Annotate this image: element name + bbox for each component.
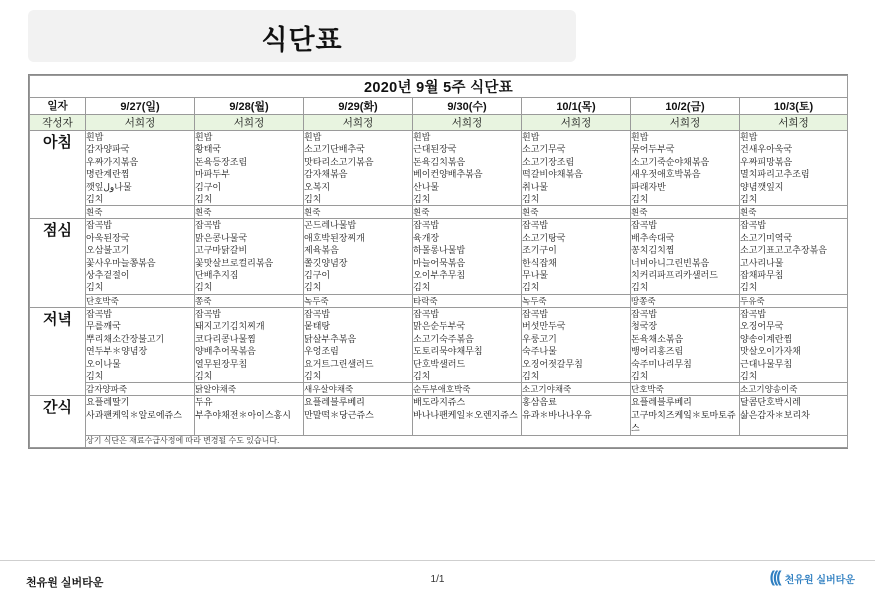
menu-sheet	[28, 74, 848, 449]
menu-line: 우짜가지볶음	[86, 156, 139, 167]
menu-line: 청국장	[631, 321, 658, 332]
menu-line: 돈육김치볶음	[413, 156, 466, 167]
menu-line: 한식잡채	[522, 257, 557, 268]
lunch-sub-1: 쫑죽	[195, 294, 304, 307]
dinner-day-3	[413, 307, 522, 382]
breakfast-sub-0: 흰죽	[86, 206, 195, 219]
menu-line: 멸치파리고추조림	[740, 169, 810, 180]
menu-line: 연두부＊양념장	[86, 346, 148, 357]
date-header-5: 10/2(금)	[631, 98, 740, 115]
menu-line: 고사리나물	[740, 257, 784, 268]
snack-day-4	[522, 396, 631, 436]
menu-table	[29, 75, 848, 448]
menu-line: 맑은순두부국	[413, 321, 466, 332]
lunch-day-5	[631, 219, 740, 294]
menu-line: 소고기장조림	[522, 156, 575, 167]
menu-line: 떡갈비야채볶음	[522, 169, 583, 180]
menu-line: 도토리묵야채무침	[413, 346, 483, 357]
snack-day-3	[413, 396, 522, 436]
meal-label-lunch: 점심	[30, 219, 86, 307]
menu-line: 꽃사우마늘쫑볶음	[86, 257, 156, 268]
breakfast-sub-2: 흰죽	[304, 206, 413, 219]
menu-line: 열무된장무침	[195, 358, 248, 369]
menu-line: 치커리파프리카샐러드	[631, 270, 718, 281]
menu-line: 코다리콩나물찜	[195, 333, 256, 344]
menu-line: 닭살부추볶음	[304, 333, 357, 344]
footer-page-number: 1/1	[430, 574, 445, 585]
menu-line: 흰밥	[86, 132, 104, 142]
menu-line: 김치	[304, 194, 322, 205]
breakfast-day-2	[304, 131, 413, 206]
lunch-day-4	[522, 219, 631, 294]
dinner-day-5	[631, 307, 740, 382]
menu-line: 버섯만두국	[522, 321, 566, 332]
menu-line: 감자채볶음	[304, 169, 348, 180]
menu-line: 만말떡＊당근쥬스	[304, 410, 374, 421]
menu-line: 맛타리소고기볶음	[304, 156, 374, 167]
menu-line: 맑은콩나물국	[195, 232, 248, 243]
menu-line: 애호박된장찌개	[304, 232, 365, 243]
menu-line: 잡곡밥	[522, 220, 549, 231]
menu-line: 김치	[631, 194, 649, 205]
meal-label-dinner: 저녁	[30, 307, 86, 395]
menu-line: 삶은감자＊보리차	[740, 410, 810, 421]
author-0: 서희정	[86, 115, 195, 131]
note-row	[30, 436, 848, 447]
note-text: 상기 식단은 재료수급사정에 따라 변경될 수도 있습니다.	[86, 436, 848, 447]
menu-line: 숙주미나리무침	[631, 358, 692, 369]
date-header-row	[30, 98, 848, 115]
author-5: 서희정	[631, 115, 740, 131]
date-header-2: 9/29(화)	[304, 98, 413, 115]
menu-line: 곤드레나물밥	[304, 220, 357, 231]
menu-line: 육개장	[413, 232, 440, 243]
dinner-sub-3: 순두부애호박죽	[413, 383, 522, 396]
menu-line: 잡곡밥	[740, 308, 767, 319]
lunch-sub-0: 단호박죽	[86, 294, 195, 307]
page-footer	[0, 560, 875, 610]
menu-line: 근대된장국	[413, 144, 457, 155]
dinner-day-1	[195, 307, 304, 382]
menu-line: 마파두부	[195, 169, 230, 180]
menu-line: 소고기단배추국	[304, 144, 365, 155]
menu-line: 마늘어묵볶음	[413, 257, 466, 268]
breakfast-sub-1: 흰죽	[195, 206, 304, 219]
menu-line: 김치	[86, 282, 104, 293]
date-header-4: 10/1(목)	[522, 98, 631, 115]
menu-line: 잡곡밥	[86, 308, 113, 319]
menu-line: 김치	[740, 194, 758, 205]
date-header-3: 9/30(수)	[413, 98, 522, 115]
menu-line: 꽁치김치찜	[631, 245, 675, 256]
menu-line: 잡곡밥	[522, 308, 549, 319]
menu-line: 우룽고기	[522, 333, 557, 344]
menu-line: 배도라지쥬스	[413, 397, 466, 408]
dinner-day-2	[304, 307, 413, 382]
row-label-header: 일자	[30, 98, 86, 115]
menu-line: 김치	[522, 194, 540, 205]
menu-line: 잡곡밥	[195, 220, 222, 231]
breakfast-sub-6: 흰죽	[740, 206, 848, 219]
menu-line: 아욱된장국	[86, 232, 130, 243]
menu-line: 잡곡밥	[86, 220, 113, 231]
lunch-sub-row	[30, 294, 848, 307]
menu-line: 단호박샐러드	[413, 358, 466, 369]
menu-line: 배추속대국	[631, 232, 675, 243]
menu-line: 달콤단호박시레	[740, 397, 801, 408]
menu-line: 흰밥	[195, 132, 213, 142]
menu-line: 요플레블루베리	[304, 397, 365, 408]
lunch-sub-4: 녹두죽	[522, 294, 631, 307]
menu-line: 명란계란찜	[86, 169, 130, 180]
menu-line: 소고기탕국	[522, 232, 566, 243]
brand-logo-icon: (((	[769, 569, 780, 586]
menu-line: 김치	[413, 194, 431, 205]
menu-line: 너비아니그린빈볶음	[631, 257, 710, 268]
lunch-sub-3: 타락죽	[413, 294, 522, 307]
breakfast-day-6	[740, 131, 848, 206]
dinner-day-4	[522, 307, 631, 382]
menu-line: 김치	[195, 370, 213, 381]
menu-line: 돈육채소볶음	[631, 333, 684, 344]
footer-logo	[770, 569, 855, 587]
table-title-row	[30, 76, 848, 98]
menu-line: 김치	[522, 370, 540, 381]
menu-line: 소고기미역국	[740, 232, 793, 243]
menu-line: 김치	[304, 282, 322, 293]
dinner-sub-2: 새우살야채죽	[304, 383, 413, 396]
breakfast-sub-5: 흰죽	[631, 206, 740, 219]
meal-label-breakfast: 아침	[30, 131, 86, 219]
author-1: 서희정	[195, 115, 304, 131]
menu-line: 깻잎ول나물	[86, 181, 132, 192]
menu-line: 오징어젓갈무침	[522, 358, 583, 369]
table-title: 2020년 9월 5주 식단표	[30, 76, 848, 98]
dinner-sub-row	[30, 383, 848, 396]
menu-line: 김치	[413, 370, 431, 381]
breakfast-day-4	[522, 131, 631, 206]
dinner-sub-6: 소고기양송이죽	[740, 383, 848, 396]
snack-day-5	[631, 396, 740, 436]
menu-line: 요플레블루베리	[631, 397, 692, 408]
breakfast-sub-3: 흰죽	[413, 206, 522, 219]
menu-line: 흰밥	[740, 132, 758, 142]
date-header-6: 10/3(토)	[740, 98, 848, 115]
menu-line: 파래자반	[631, 181, 666, 192]
menu-line: 흰밥	[522, 132, 540, 142]
menu-line: 소고기무국	[522, 144, 566, 155]
menu-line: 잡곡밥	[413, 308, 440, 319]
menu-line: 무나물	[522, 270, 549, 281]
author-label: 작성자	[30, 115, 86, 131]
menu-line: 근대나물무침	[740, 358, 793, 369]
menu-line: 김치	[631, 282, 649, 293]
lunch-day-6	[740, 219, 848, 294]
menu-line: 새우젓애호박볶음	[631, 169, 701, 180]
author-4: 서희정	[522, 115, 631, 131]
menu-line: 취나물	[522, 181, 549, 192]
snack-day-1	[195, 396, 304, 436]
menu-line: 잡곡밥	[195, 308, 222, 319]
menu-line: 건새우아욱국	[740, 144, 793, 155]
menu-line: 요거트그린샐러드	[304, 358, 374, 369]
menu-line: 두유	[195, 397, 213, 408]
breakfast-row	[30, 131, 848, 206]
menu-line: 잡채파무침	[740, 270, 784, 281]
menu-line: 상추겉절이	[86, 270, 130, 281]
menu-line: 뱅어리홍즈림	[631, 346, 684, 357]
menu-line: 제육볶음	[304, 245, 339, 256]
menu-line: 바나나팬케일＊오렌지쥬스	[413, 410, 518, 421]
menu-line: 잡곡밥	[413, 220, 440, 231]
menu-line: 황태국	[195, 144, 222, 155]
menu-line: 단배추지짐	[195, 270, 239, 281]
menu-line: 돈육등장조림	[195, 156, 248, 167]
menu-line: 잡곡밥	[740, 220, 767, 231]
dinner-sub-1: 닭알야채죽	[195, 383, 304, 396]
menu-line: 우짜피망볶음	[740, 156, 793, 167]
snack-day-0	[86, 396, 195, 436]
menu-line: 오복지	[304, 181, 331, 192]
menu-line: 김치	[86, 370, 104, 381]
meal-label-snack: 간식	[30, 396, 86, 448]
menu-line: 뿌리채소간장불고기	[86, 333, 165, 344]
menu-line: 김치	[740, 370, 758, 381]
menu-line: 오징어무국	[740, 321, 784, 332]
menu-line: 흰밥	[413, 132, 431, 142]
menu-line: 잡곡밥	[631, 220, 658, 231]
menu-line: 양송이계란찜	[740, 333, 793, 344]
snack-row	[30, 396, 848, 436]
menu-line: 베이컨양배추볶음	[413, 169, 483, 180]
menu-line: 맛살오이가자채	[740, 346, 801, 357]
menu-line: 묶어두부국	[631, 144, 675, 155]
menu-line: 산나물	[413, 181, 440, 192]
menu-line: 우엉조림	[304, 346, 339, 357]
menu-line: 소고기표고고추장볶음	[740, 245, 827, 256]
menu-line: 오삼불고기	[86, 245, 130, 256]
menu-line: 김치	[304, 370, 322, 381]
breakfast-day-3	[413, 131, 522, 206]
menu-line: 부추야채전＊아이스홍시	[195, 410, 291, 421]
snack-day-2	[304, 396, 413, 436]
menu-line: 쫄깃양념장	[304, 257, 348, 268]
dinner-sub-5: 단호박죽	[631, 383, 740, 396]
menu-line: 오이부추무침	[413, 270, 466, 281]
footer-logo-text: 천유원 실버타운	[784, 574, 855, 586]
menu-line: 고구마닭갈비	[195, 245, 248, 256]
menu-line: 양배추어묵볶음	[195, 346, 256, 357]
menu-line: 김치	[86, 194, 104, 205]
menu-line: 김치	[631, 370, 649, 381]
author-3: 서희정	[413, 115, 522, 131]
menu-line: 김치	[522, 282, 540, 293]
author-2: 서희정	[304, 115, 413, 131]
lunch-sub-2: 녹두죽	[304, 294, 413, 307]
snack-day-6	[740, 396, 848, 436]
menu-line: 돼지고기김치찌개	[195, 321, 265, 332]
menu-line: 요플레딸기	[86, 397, 130, 408]
dinner-day-0	[86, 307, 195, 382]
menu-line: 감자양파국	[86, 144, 130, 155]
menu-line: 무를깨국	[86, 321, 121, 332]
menu-line: 유과＊바나나우유	[522, 410, 592, 421]
menu-line: 홍삼음료	[522, 397, 557, 408]
author-6: 서희정	[740, 115, 848, 131]
dinner-sub-4: 소고기야채죽	[522, 383, 631, 396]
menu-line: 소고기숙주볶음	[413, 333, 474, 344]
menu-line: 흰밥	[304, 132, 322, 142]
menu-line: 김치	[740, 282, 758, 293]
date-header-1: 9/28(월)	[195, 98, 304, 115]
menu-line: 뭍태탕	[304, 321, 331, 332]
menu-line: 잡곡밥	[631, 308, 658, 319]
menu-line: 하몰롱나물밥	[413, 245, 466, 256]
menu-line: 숙주나물	[522, 346, 557, 357]
menu-line: 김치	[195, 194, 213, 205]
lunch-day-0	[86, 219, 195, 294]
breakfast-day-5	[631, 131, 740, 206]
menu-line: 양념깻잎지	[740, 181, 784, 192]
dinner-day-6	[740, 307, 848, 382]
menu-line: 오이나물	[86, 358, 121, 369]
lunch-day-1	[195, 219, 304, 294]
menu-line: 소고기죽순야채볶음	[631, 156, 710, 167]
menu-line: 흰밥	[631, 132, 649, 142]
lunch-row	[30, 219, 848, 294]
dinner-row	[30, 307, 848, 382]
breakfast-sub-4: 흰죽	[522, 206, 631, 219]
menu-line: 잡곡밥	[304, 308, 331, 319]
menu-line: 김치	[195, 282, 213, 293]
lunch-sub-6: 두유죽	[740, 294, 848, 307]
footer-org-name: 천유원 실버타운	[26, 577, 104, 589]
menu-line: 김구이	[304, 270, 331, 281]
breakfast-day-0	[86, 131, 195, 206]
page-title: 식단표	[261, 25, 343, 55]
date-header-0: 9/27(일)	[86, 98, 195, 115]
menu-line: 고구마치즈케잌＊토마토쥬스	[631, 410, 736, 434]
menu-line: 사과팬케익＊알로에쥬스	[86, 410, 182, 421]
lunch-sub-5: 땅쫑죽	[631, 294, 740, 307]
menu-line: 김구이	[195, 181, 222, 192]
lunch-day-2	[304, 219, 413, 294]
author-row	[30, 115, 848, 131]
breakfast-sub-row	[30, 206, 848, 219]
lunch-day-3	[413, 219, 522, 294]
menu-line: 조기구이	[522, 245, 557, 256]
dinner-sub-0: 감자양파죽	[86, 383, 195, 396]
breakfast-day-1	[195, 131, 304, 206]
menu-line: 꽃맛살브로컬리볶음	[195, 257, 274, 268]
menu-line: 김치	[413, 282, 431, 293]
